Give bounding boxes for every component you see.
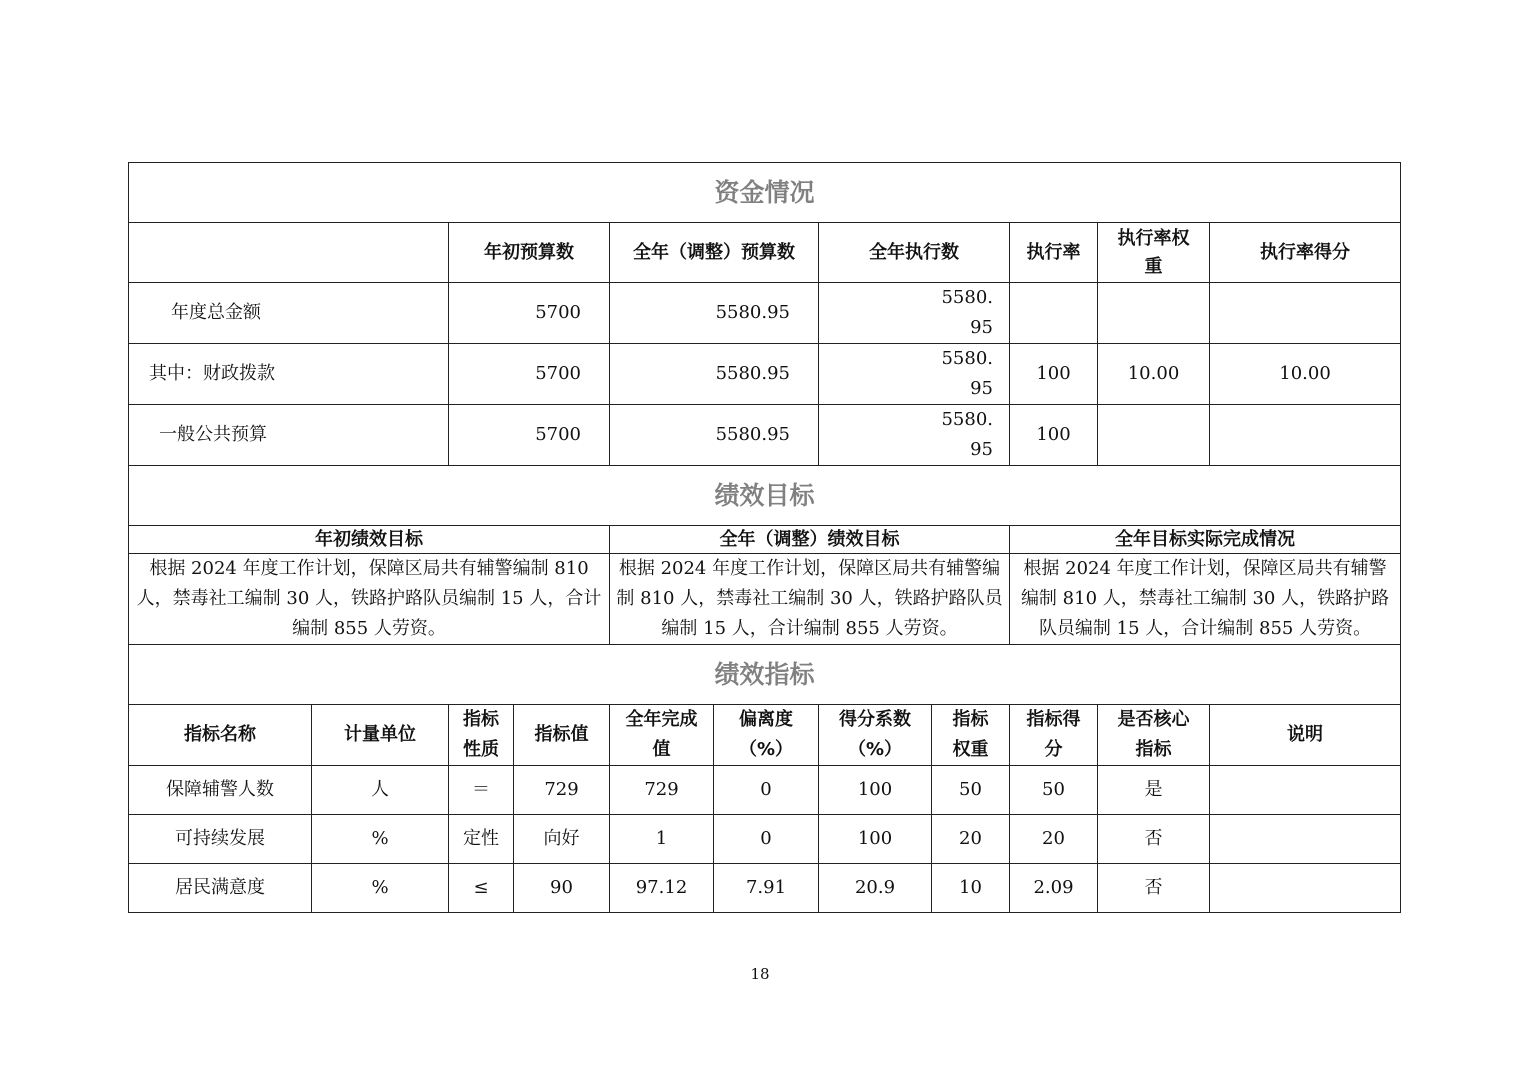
funds-row-score: 10.00: [1210, 344, 1401, 405]
indicator-value: 向好: [514, 815, 610, 864]
indicator-weight: 10: [932, 864, 1010, 913]
funds-row-executed: 5580. 95: [819, 405, 1010, 466]
indicator-core: 否: [1098, 815, 1210, 864]
funds-row-label: 一般公共预算: [129, 405, 449, 466]
indicators-header-note: 说明: [1210, 705, 1401, 766]
funds-row-adjusted: 5580.95: [610, 405, 819, 466]
indicator-done: 729: [610, 766, 714, 815]
indicator-coefficient: 100: [819, 815, 932, 864]
indicator-value: 729: [514, 766, 610, 815]
indicator-deviation: 0: [714, 815, 819, 864]
funds-row-score: [1210, 405, 1401, 466]
indicator-note: [1210, 766, 1401, 815]
indicator-unit: 人: [312, 766, 449, 815]
funds-row: [129, 344, 1401, 405]
indicator-unit: %: [312, 864, 449, 913]
indicator-score: 20: [1010, 815, 1098, 864]
indicator-score: 2.09: [1010, 864, 1098, 913]
indicators-header-value: 指标值: [514, 705, 610, 766]
performance-table: [128, 162, 1401, 913]
indicator-name: 居民满意度: [129, 864, 312, 913]
indicator-weight: 50: [932, 766, 1010, 815]
indicator-value: 90: [514, 864, 610, 913]
funds-row: [129, 405, 1401, 466]
indicator-row: [129, 815, 1401, 864]
indicators-section-title: 绩效指标: [129, 645, 1401, 705]
indicators-header-done: 全年完成 值: [610, 705, 714, 766]
indicator-nature: 定性: [449, 815, 514, 864]
funds-row-rate: [1010, 283, 1098, 344]
indicators-header-coefficient: 得分系数 （%）: [819, 705, 932, 766]
indicator-weight: 20: [932, 815, 1010, 864]
funds-row-executed: 5580. 95: [819, 344, 1010, 405]
funds-row-weight: 10.00: [1098, 344, 1210, 405]
funds-row-label: 年度总金额: [129, 283, 449, 344]
indicators-header-unit: 计量单位: [312, 705, 449, 766]
goals-text-actual: 根据 2024 年度工作计划，保障区局共有辅警编制 810 人，禁毒社工编制 30 人，铁路护路队员编制 15 人，合计编制 855 人劳资。: [1010, 554, 1401, 645]
funds-row: [129, 283, 1401, 344]
funds-row-label: 其中：财政拨款: [129, 344, 449, 405]
indicator-deviation: 0: [714, 766, 819, 815]
funds-header-adjusted: 全年（调整）预算数: [610, 223, 819, 283]
funds-row-weight: [1098, 283, 1210, 344]
goals-text-initial: 根据 2024 年度工作计划，保障区局共有辅警编制 810 人，禁毒社工编制 30 人，铁路护路队员编制 15 人，合计编制 855 人劳资。: [129, 554, 610, 645]
indicators-header-nature: 指标 性质: [449, 705, 514, 766]
funds-section-title: 资金情况: [129, 163, 1401, 223]
goals-header-actual: 全年目标实际完成情况: [1010, 526, 1401, 554]
indicator-coefficient: 100: [819, 766, 932, 815]
indicator-note: [1210, 864, 1401, 913]
indicator-done: 97.12: [610, 864, 714, 913]
goals-text-adjusted: 根据 2024 年度工作计划，保障区局共有辅警编制 810 人，禁毒社工编制 30 人，铁路护路队员编制 15 人，合计编制 855 人劳资。: [610, 554, 1010, 645]
funds-header-score: 执行率得分: [1210, 223, 1401, 283]
funds-row-weight: [1098, 405, 1210, 466]
indicator-row: [129, 766, 1401, 815]
funds-header-initial: 年初预算数: [449, 223, 610, 283]
indicator-done: 1: [610, 815, 714, 864]
indicator-unit: %: [312, 815, 449, 864]
indicators-header-name: 指标名称: [129, 705, 312, 766]
indicator-nature: ＝: [449, 766, 514, 815]
indicator-nature: ≤: [449, 864, 514, 913]
funds-row-initial: 5700: [449, 405, 610, 466]
indicator-name: 可持续发展: [129, 815, 312, 864]
funds-row-adjusted: 5580.95: [610, 283, 819, 344]
performance-table-page: [128, 162, 1400, 913]
indicator-note: [1210, 815, 1401, 864]
indicator-row: [129, 864, 1401, 913]
funds-row-adjusted: 5580.95: [610, 344, 819, 405]
indicators-header-deviation: 偏离度 （%）: [714, 705, 819, 766]
funds-row-rate: 100: [1010, 405, 1098, 466]
indicator-coefficient: 20.9: [819, 864, 932, 913]
indicator-core: 是: [1098, 766, 1210, 815]
indicator-deviation: 7.91: [714, 864, 819, 913]
indicator-name: 保障辅警人数: [129, 766, 312, 815]
funds-row-initial: 5700: [449, 344, 610, 405]
funds-row-rate: 100: [1010, 344, 1098, 405]
funds-row-score: [1210, 283, 1401, 344]
funds-row-initial: 5700: [449, 283, 610, 344]
page-number: 18: [750, 965, 770, 983]
funds-row-executed: 5580. 95: [819, 283, 1010, 344]
funds-header-rate: 执行率: [1010, 223, 1098, 283]
indicators-header-score: 指标得 分: [1010, 705, 1098, 766]
goals-header-adjusted: 全年（调整）绩效目标: [610, 526, 1010, 554]
indicators-header-weight: 指标 权重: [932, 705, 1010, 766]
goals-header-initial: 年初绩效目标: [129, 526, 610, 554]
indicator-core: 否: [1098, 864, 1210, 913]
funds-header-executed: 全年执行数: [819, 223, 1010, 283]
indicator-score: 50: [1010, 766, 1098, 815]
funds-header-weight: 执行率权 重: [1098, 223, 1210, 283]
funds-header-blank: [129, 223, 449, 283]
indicators-header-core: 是否核心 指标: [1098, 705, 1210, 766]
goals-section-title: 绩效目标: [129, 466, 1401, 526]
